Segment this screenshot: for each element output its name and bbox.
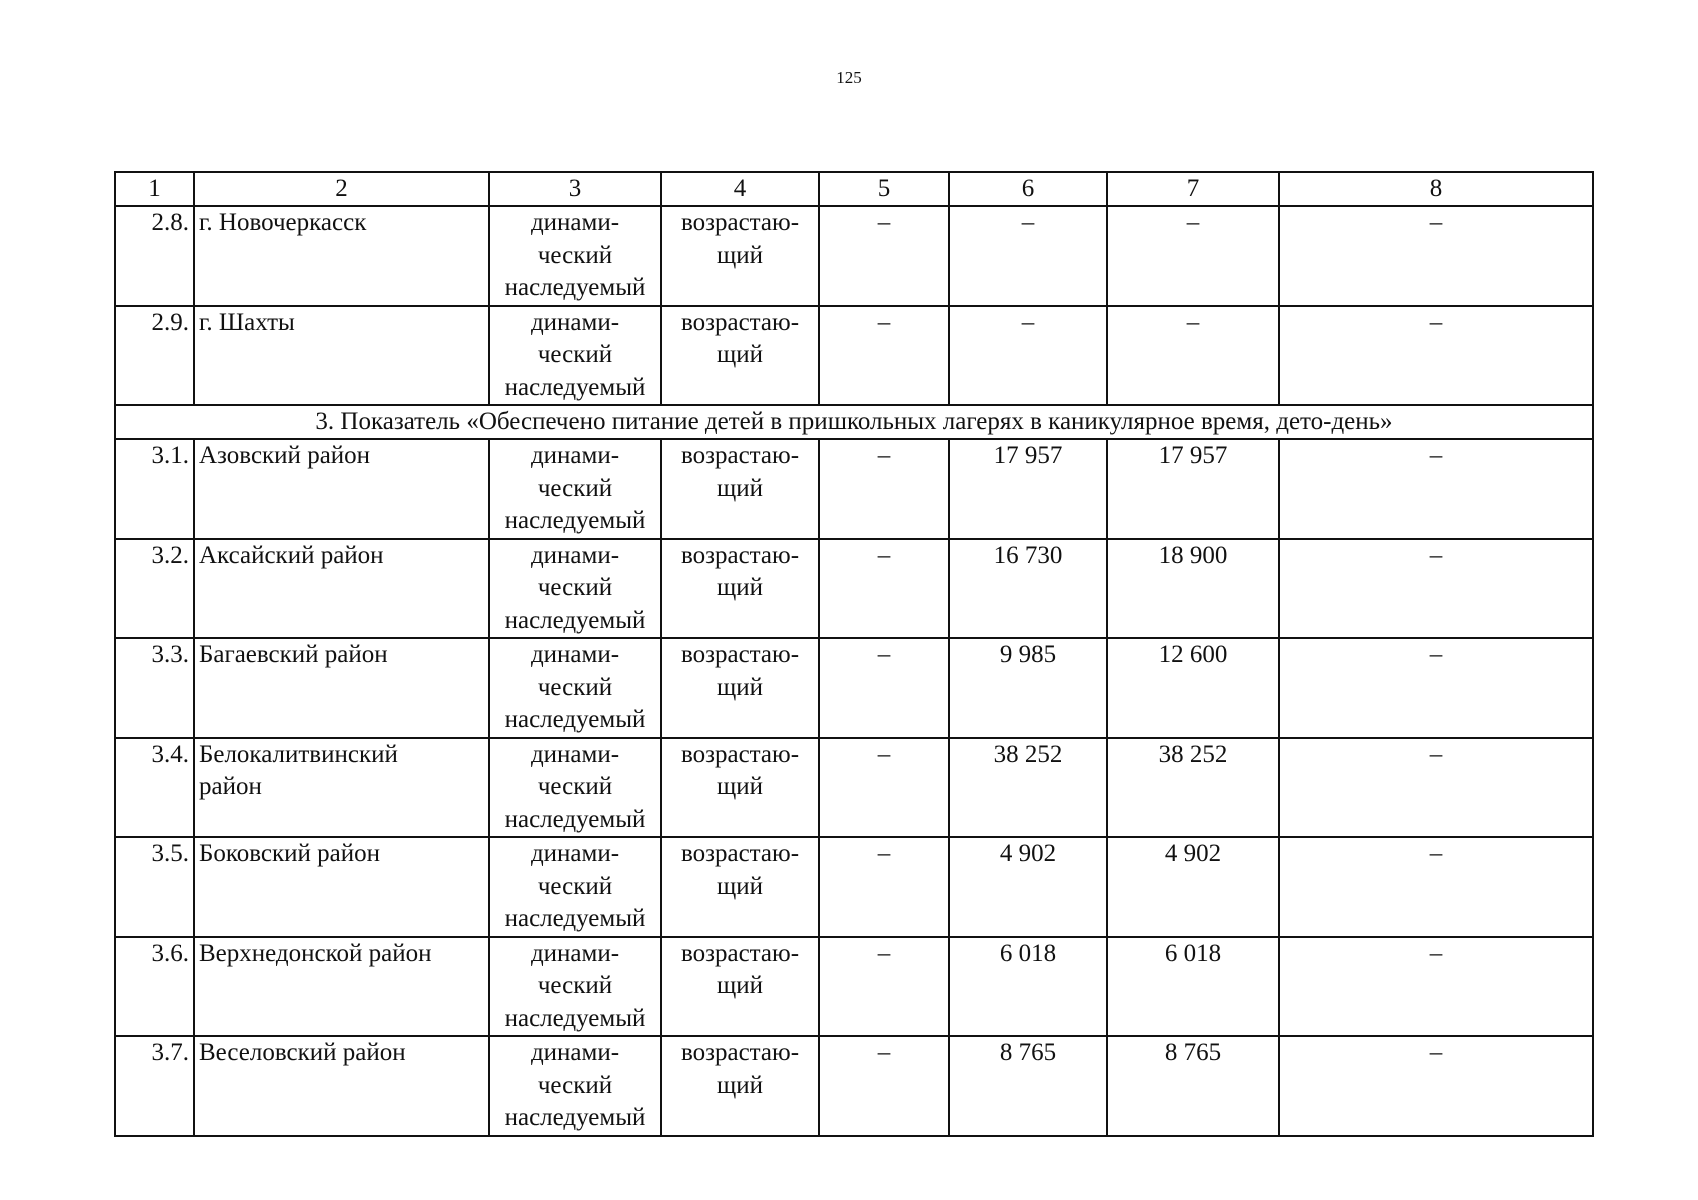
row-number: 3.4. (115, 738, 194, 838)
row-number: 3.1. (115, 439, 194, 539)
value-col6: 6 018 (949, 937, 1107, 1037)
municipality-name: Багаевский район (194, 638, 489, 738)
value-col8: – (1279, 738, 1593, 838)
indicator-table (114, 171, 1594, 1137)
indicator-direction: возрастаю- щий (661, 539, 819, 639)
value-col8: – (1279, 937, 1593, 1037)
table-row (115, 1036, 1593, 1136)
row-number: 3.6. (115, 937, 194, 1037)
indicator-direction: возрастаю- щий (661, 837, 819, 937)
indicator-direction: возрастаю- щий (661, 1036, 819, 1136)
municipality-name: Белокалитвинский район (194, 738, 489, 838)
value-col8: – (1279, 638, 1593, 738)
row-number: 3.5. (115, 837, 194, 937)
value-col6: – (949, 206, 1107, 306)
indicator-type: динами- ческий наследуемый (489, 439, 661, 539)
indicator-direction: возрастаю- щий (661, 206, 819, 306)
indicator-direction: возрастаю- щий (661, 738, 819, 838)
indicator-type: динами- ческий наследуемый (489, 1036, 661, 1136)
value-col5: – (819, 1036, 949, 1136)
value-col5: – (819, 937, 949, 1037)
municipality-name: Верхнедонской район (194, 937, 489, 1037)
row-number: 2.8. (115, 206, 194, 306)
row-number: 2.9. (115, 306, 194, 406)
table-row (115, 306, 1593, 406)
indicator-direction: возрастаю- щий (661, 638, 819, 738)
column-number-cell: 4 (661, 172, 819, 206)
value-col5: – (819, 539, 949, 639)
table-row (115, 439, 1593, 539)
indicator-type: динами- ческий наследуемый (489, 306, 661, 406)
value-col8: – (1279, 206, 1593, 306)
column-number-row (115, 172, 1593, 206)
indicator-type: динами- ческий наследуемый (489, 937, 661, 1037)
row-number: 3.7. (115, 1036, 194, 1136)
page-number: 125 (836, 68, 862, 87)
value-col7: 6 018 (1107, 937, 1279, 1037)
value-col5: – (819, 206, 949, 306)
value-col6: 4 902 (949, 837, 1107, 937)
value-col5: – (819, 439, 949, 539)
table-row (115, 206, 1593, 306)
column-number-cell: 3 (489, 172, 661, 206)
value-col5: – (819, 306, 949, 406)
municipality-name: Веселовский район (194, 1036, 489, 1136)
value-col6: 17 957 (949, 439, 1107, 539)
column-number-cell: 2 (194, 172, 489, 206)
indicator-type: динами- ческий наследуемый (489, 206, 661, 306)
indicator-direction: возрастаю- щий (661, 306, 819, 406)
column-number-cell: 6 (949, 172, 1107, 206)
value-col5: – (819, 638, 949, 738)
indicator-direction: возрастаю- щий (661, 439, 819, 539)
indicator-type: динами- ческий наследуемый (489, 738, 661, 838)
table-row (115, 638, 1593, 738)
value-col6: – (949, 306, 1107, 406)
value-col7: 18 900 (1107, 539, 1279, 639)
value-col7: 17 957 (1107, 439, 1279, 539)
municipality-name: г. Шахты (194, 306, 489, 406)
section-header-row (115, 405, 1593, 439)
value-col6: 8 765 (949, 1036, 1107, 1136)
column-number-cell: 7 (1107, 172, 1279, 206)
value-col7: 12 600 (1107, 638, 1279, 738)
table-row (115, 738, 1593, 838)
municipality-name: Аксайский район (194, 539, 489, 639)
value-col7: 4 902 (1107, 837, 1279, 937)
indicator-type: динами- ческий наследуемый (489, 539, 661, 639)
value-col6: 9 985 (949, 638, 1107, 738)
value-col5: – (819, 738, 949, 838)
municipality-name: Азовский район (194, 439, 489, 539)
value-col7: 8 765 (1107, 1036, 1279, 1136)
column-number-cell: 1 (115, 172, 194, 206)
column-number-cell: 5 (819, 172, 949, 206)
value-col8: – (1279, 306, 1593, 406)
section-title: 3. Показатель «Обеспечено питание детей в пришкольных лагерях в каникулярное время, дето-день» (115, 405, 1593, 439)
table-row (115, 937, 1593, 1037)
value-col6: 38 252 (949, 738, 1107, 838)
column-number-cell: 8 (1279, 172, 1593, 206)
table-row (115, 837, 1593, 937)
value-col6: 16 730 (949, 539, 1107, 639)
row-number: 3.2. (115, 539, 194, 639)
value-col7: – (1107, 206, 1279, 306)
indicator-direction: возрастаю- щий (661, 937, 819, 1037)
table-row (115, 539, 1593, 639)
value-col8: – (1279, 439, 1593, 539)
municipality-name: Боковский район (194, 837, 489, 937)
row-number: 3.3. (115, 638, 194, 738)
value-col5: – (819, 837, 949, 937)
value-col8: – (1279, 539, 1593, 639)
indicator-type: динами- ческий наследуемый (489, 638, 661, 738)
value-col8: – (1279, 837, 1593, 937)
value-col7: 38 252 (1107, 738, 1279, 838)
value-col7: – (1107, 306, 1279, 406)
value-col8: – (1279, 1036, 1593, 1136)
indicator-type: динами- ческий наследуемый (489, 837, 661, 937)
municipality-name: г. Новочеркасск (194, 206, 489, 306)
